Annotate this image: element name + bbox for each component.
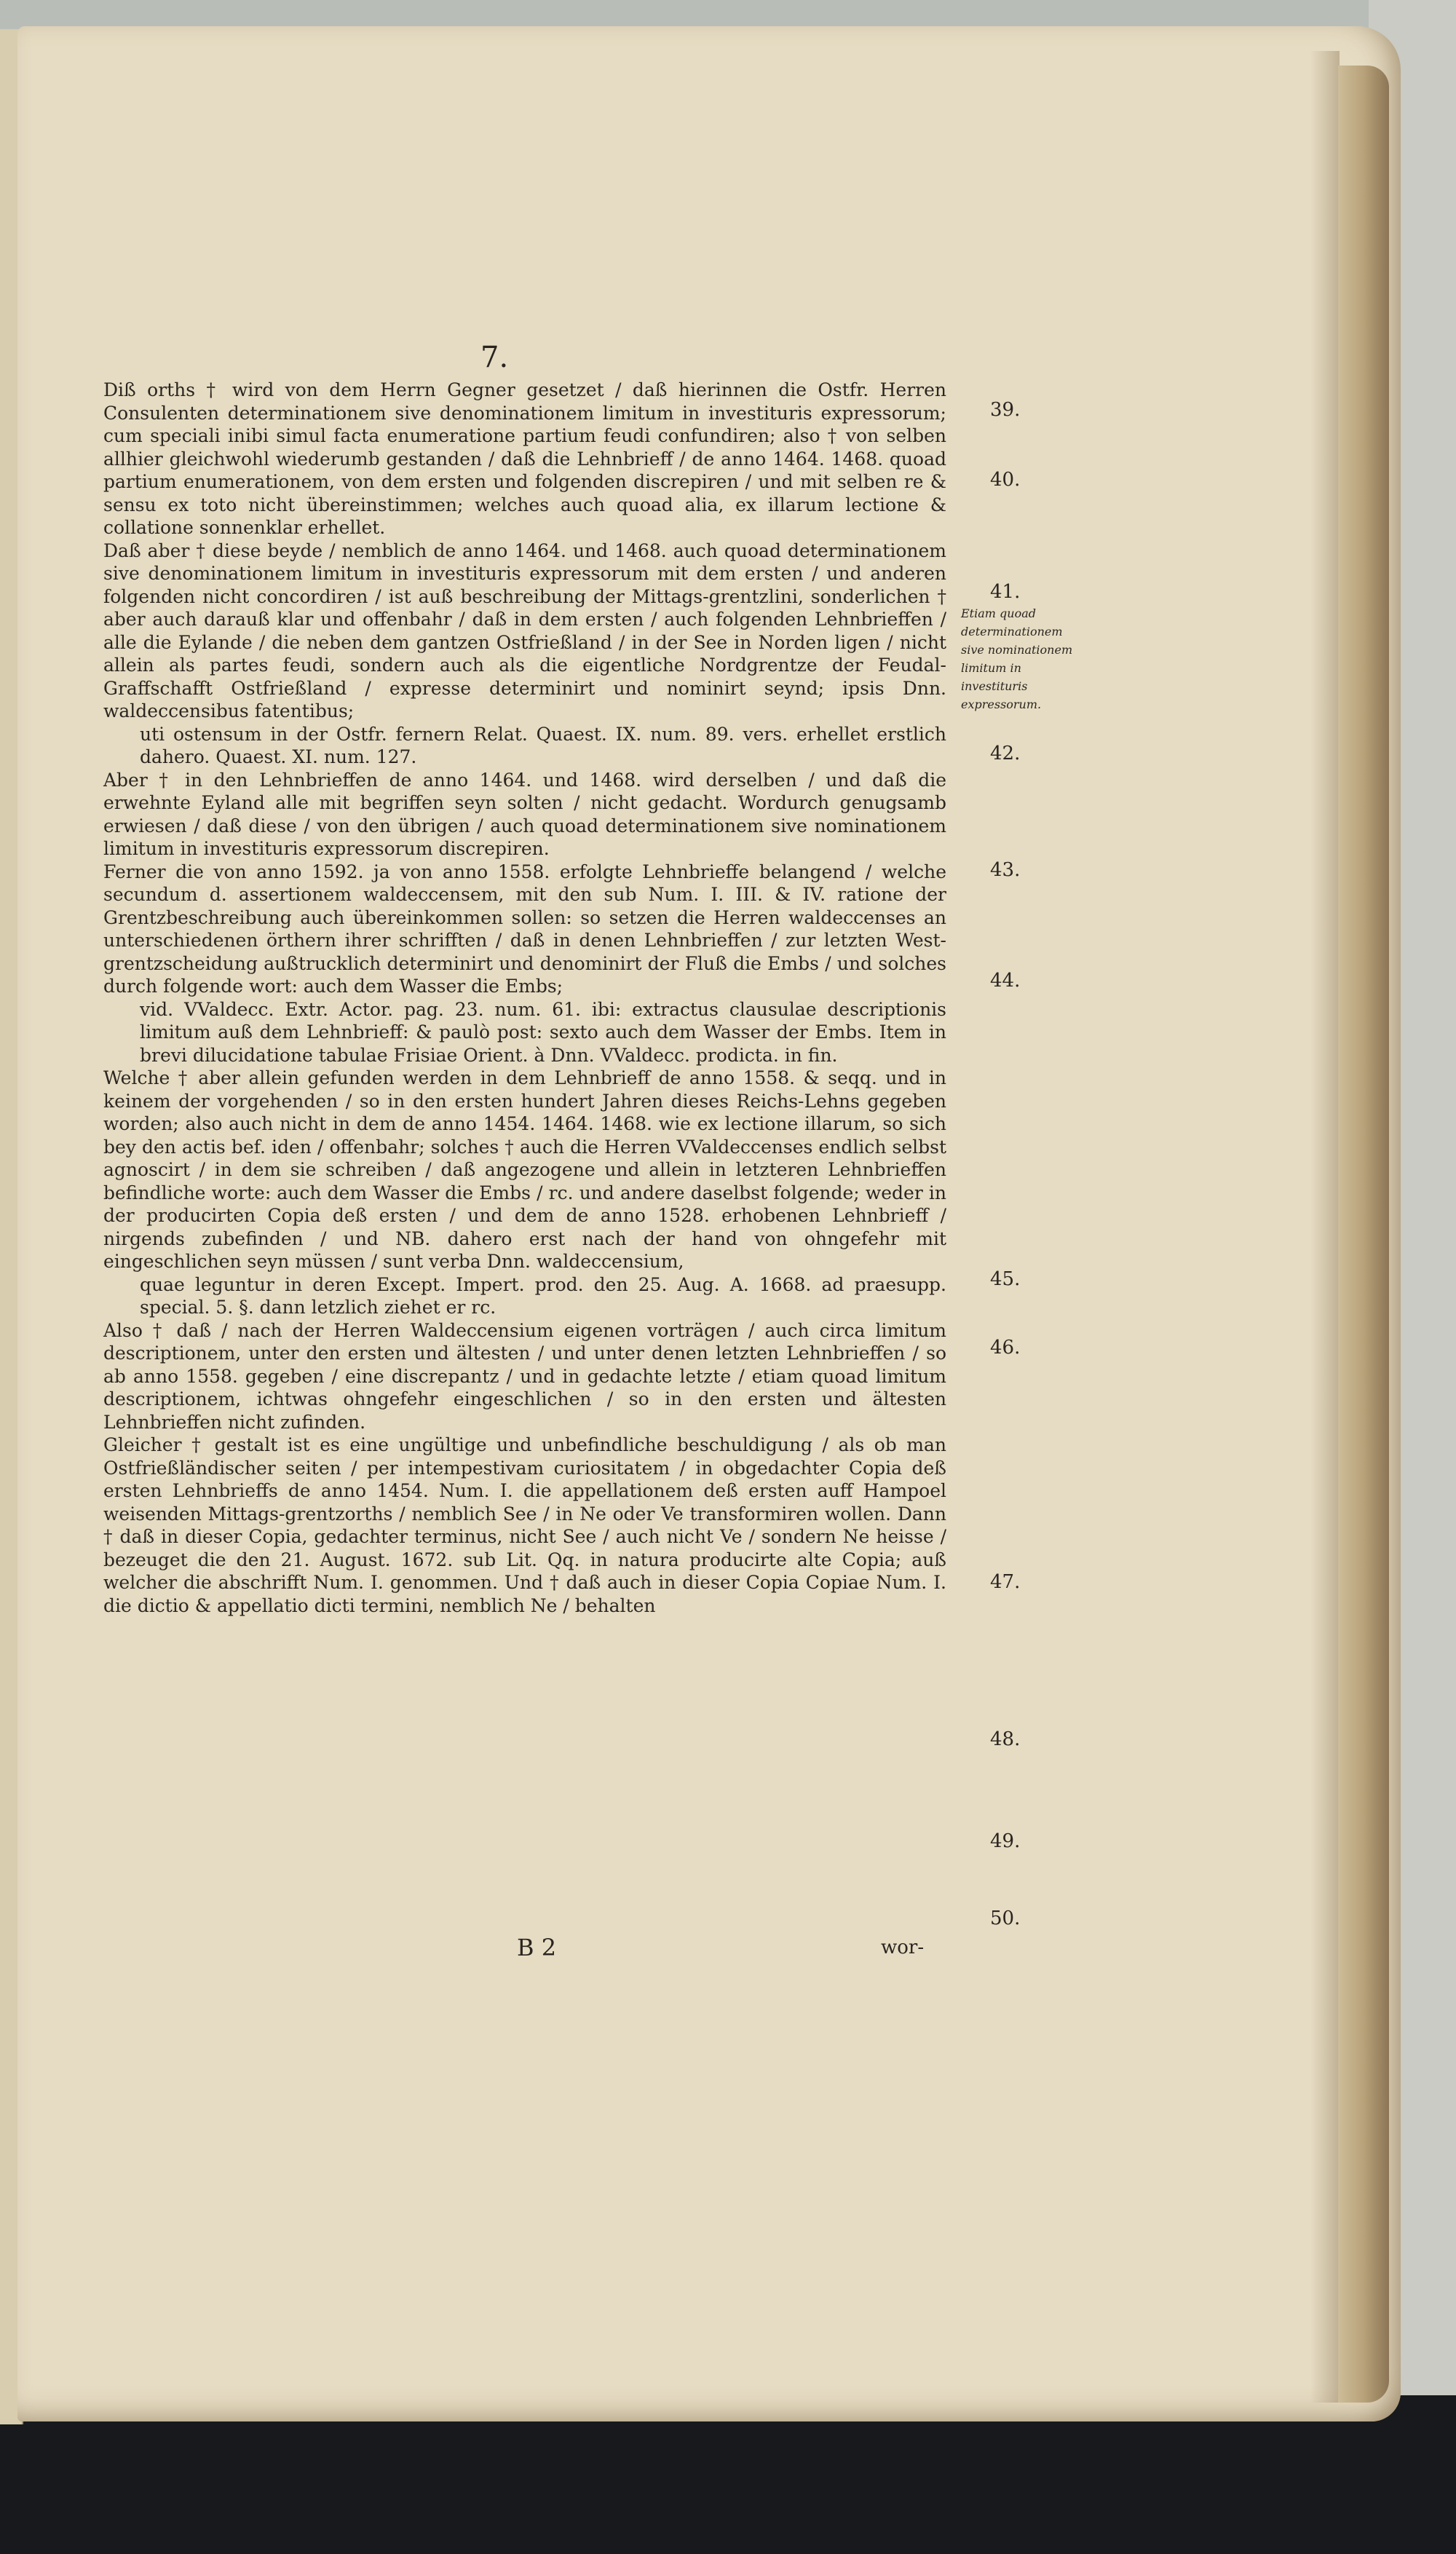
margin-number: 48. [990,1728,1021,1750]
paragraph-44: Ferner die von anno 1592. ja von anno 1558. erfolgte Lehnbrieffe belangend / welche secundum d. assertionem waldeccensem, mit den sub Num. I. III. & IV. ratione der Grentzbeschreibung auch übereinkommen sollen: so setzen die Herren waldeccenses an unterschiedenen örthern ihrer schrifften / daß in denen Lehnbrieffen / zur letzten West-grentzscheidung außtrucklich determinirt und denominirt der Fluß die Embs / und solches durch folgende wort: auch dem Wasser die Embs; [103,861,946,997]
margin-number: 49. [990,1830,1021,1852]
paragraph-41: Daß aber † diese beyde / nemblich de anno 1464. und 1468. auch quoad determinationem sive denominationem limitum in investituris expressorum mit dem ersten / und anderen folgenden nicht concordiren / ist auß beschreibung der Mittags-grentzlini, sonderlichen † aber auch darauß klar und offenbahr / daß in dem ersten / auch folgenden Lehnbrieffen / alle die Eylande / die neben dem gantzen Ostfrießland / in der See in Norden ligen / nicht allein als partes feudi, sondern auch als die eigentliche Nordgrentze der Feudal-Graffschafft Ostfrießland / expresse determinirt und nominirt seynd; ipsis Dnn. waldeccensibus fatentibus; [103,539,946,721]
margin-number: 43. [990,859,1021,881]
citation-except-impert: quae leguntur in deren Except. Impert. prod. den 25. Aug. A. 1668. ad praesupp. special. 5. §. dann letzlich ziehet er rc. [140,1273,946,1318]
margin-number: 47. [990,1571,1021,1593]
citation-relat-quaest: uti ostensum in der Ostfr. fernern Relat. Quaest. IX. num. 89. vers. erhellet erstlich dahero. Quaest. XI. num. 127. [140,723,946,767]
page-shading [1310,51,1340,2403]
page-stack-edge [1338,66,1389,2403]
paragraph-48: Gleicher † gestalt ist es eine ungültige und unbefindliche beschuldigung / als ob man Ostfrießländischer seiten / per intempestivam curiositatem / in obgedachter Copia deß ersten Lehnbrieffs de anno 1454. Num. I. die appellationem deß ersten auff Hampoel weisenden Mittags-grentzorths / nemblich See / in Ne oder Ve transformiren wollen. Dann † daß in dieser Copia, gedachter terminus, nicht See / auch nicht Ve / sondern Ne heisse / bezeuget die den 21. August. 1672. sub Lit. Qq. in natura producirte alte Copia; auß welcher die abschrifft Num. I. genommen. Und † daß auch in dieser Copia Copiae Num. I. die dictio & appellatio dicti termini, nemblich Ne / behalten [103,1434,946,1616]
margin-number: 39. [990,399,1021,421]
page-number: 7. [480,341,509,374]
main-text-block [103,379,946,1617]
paragraph-47: Also † daß / nach der Herren Waldeccensium eigenen vorträgen / auch circa limitum descriptionem, unter den ersten und ältesten / und unter denen letzten Lehnbrieffen / so ab anno 1558. gegeben / eine discrepantz / und in gedachte letzte / etiam quoad limitum descriptionem, ichtwas ohngefehr eingeschlichen / so in den ersten und ältesten Lehnbrieffen nicht zufinden. [103,1319,946,1433]
catchword: wor- [881,1937,925,1958]
margin-number: 41. [990,581,1021,603]
paragraph-45: Welche † aber allein gefunden werden in dem Lehnbrieff de anno 1558. & seqq. und in keinem der vorgehenden / so in den ersten hundert Jahren dieses Reichs-Lehns gegeben worden; also auch nicht in dem de anno 1454. 1464. 1468. wie ex lectione illarum, so sich bey den actis bef. iden / offenbahr; solches † auch die Herren VValdeccenses endlich selbst agnoscirt / in dem sie schreiben / daß angezogene und allein in letzteren Lehnbrieffen befindliche worte: auch dem Wasser die Embs / rc. und andere daselbst folgende; weder in der producirten Copia deß ersten / und dem de anno 1528. erhobenen Lehnbrieff / nirgends zubefinden / und NB. dahero erst nach der hand von ohngefehr mit eingeschlichen seyn müssen / sunt verba Dnn. waldeccensium, [103,1067,946,1272]
margin-number: 46. [990,1337,1021,1359]
margin-number: 45. [990,1268,1021,1290]
margin-number: 44. [990,970,1021,992]
citation-valdecc-extr: vid. VValdecc. Extr. Actor. pag. 23. num. 61. ibi: extractus clausulae descriptionis limitum auß dem Lehnbrieff: & paulò post: sexto auch dem Wasser der Embs. Item in brevi dilucidatione tabulae Frisiae Orient. à Dnn. VValdecc. prodicta. in fin. [140,998,946,1066]
margin-number: 42. [990,743,1021,764]
margin-number: 40. [990,469,1021,491]
margin-number: 50. [990,1907,1021,1929]
signature-mark: B 2 [517,1934,557,1961]
margin-note: Etiam quoad determinationem sive nominationem limitum in investituris expressorum. [961,606,1073,711]
paragraph-39: Diß orths † wird von dem Herrn Gegner gesetzet / daß hierinnen die Ostfr. Herren Consulenten determinationem sive denominationem limitum in investituris expressorum; cum speciali inibi simul facta enumeratione partium feudi confundiren; also † von selben allhier gleichwohl wiederumb gestanden / daß die Lehnbrieff / de anno 1464. 1468. quoad partium enumerationem, von dem ersten und folgenden discrepiren / und mit selben re & sensu ex toto nicht übereinstimmen; welches auch quoad alia, ex illarum lectione & collatione sonnenklar erhellet. [103,379,946,538]
paragraph-43: Aber † in den Lehnbrieffen de anno 1464. und 1468. wird derselben / und daß die erwehnte Eyland alle mit begriffen seyn solten / nicht gedacht. Wordurch genugsamb erwiesen / daß diese / von den übrigen / auch quoad determinationem sive nominationem limitum in investituris expressorum discrepiren. [103,769,946,859]
